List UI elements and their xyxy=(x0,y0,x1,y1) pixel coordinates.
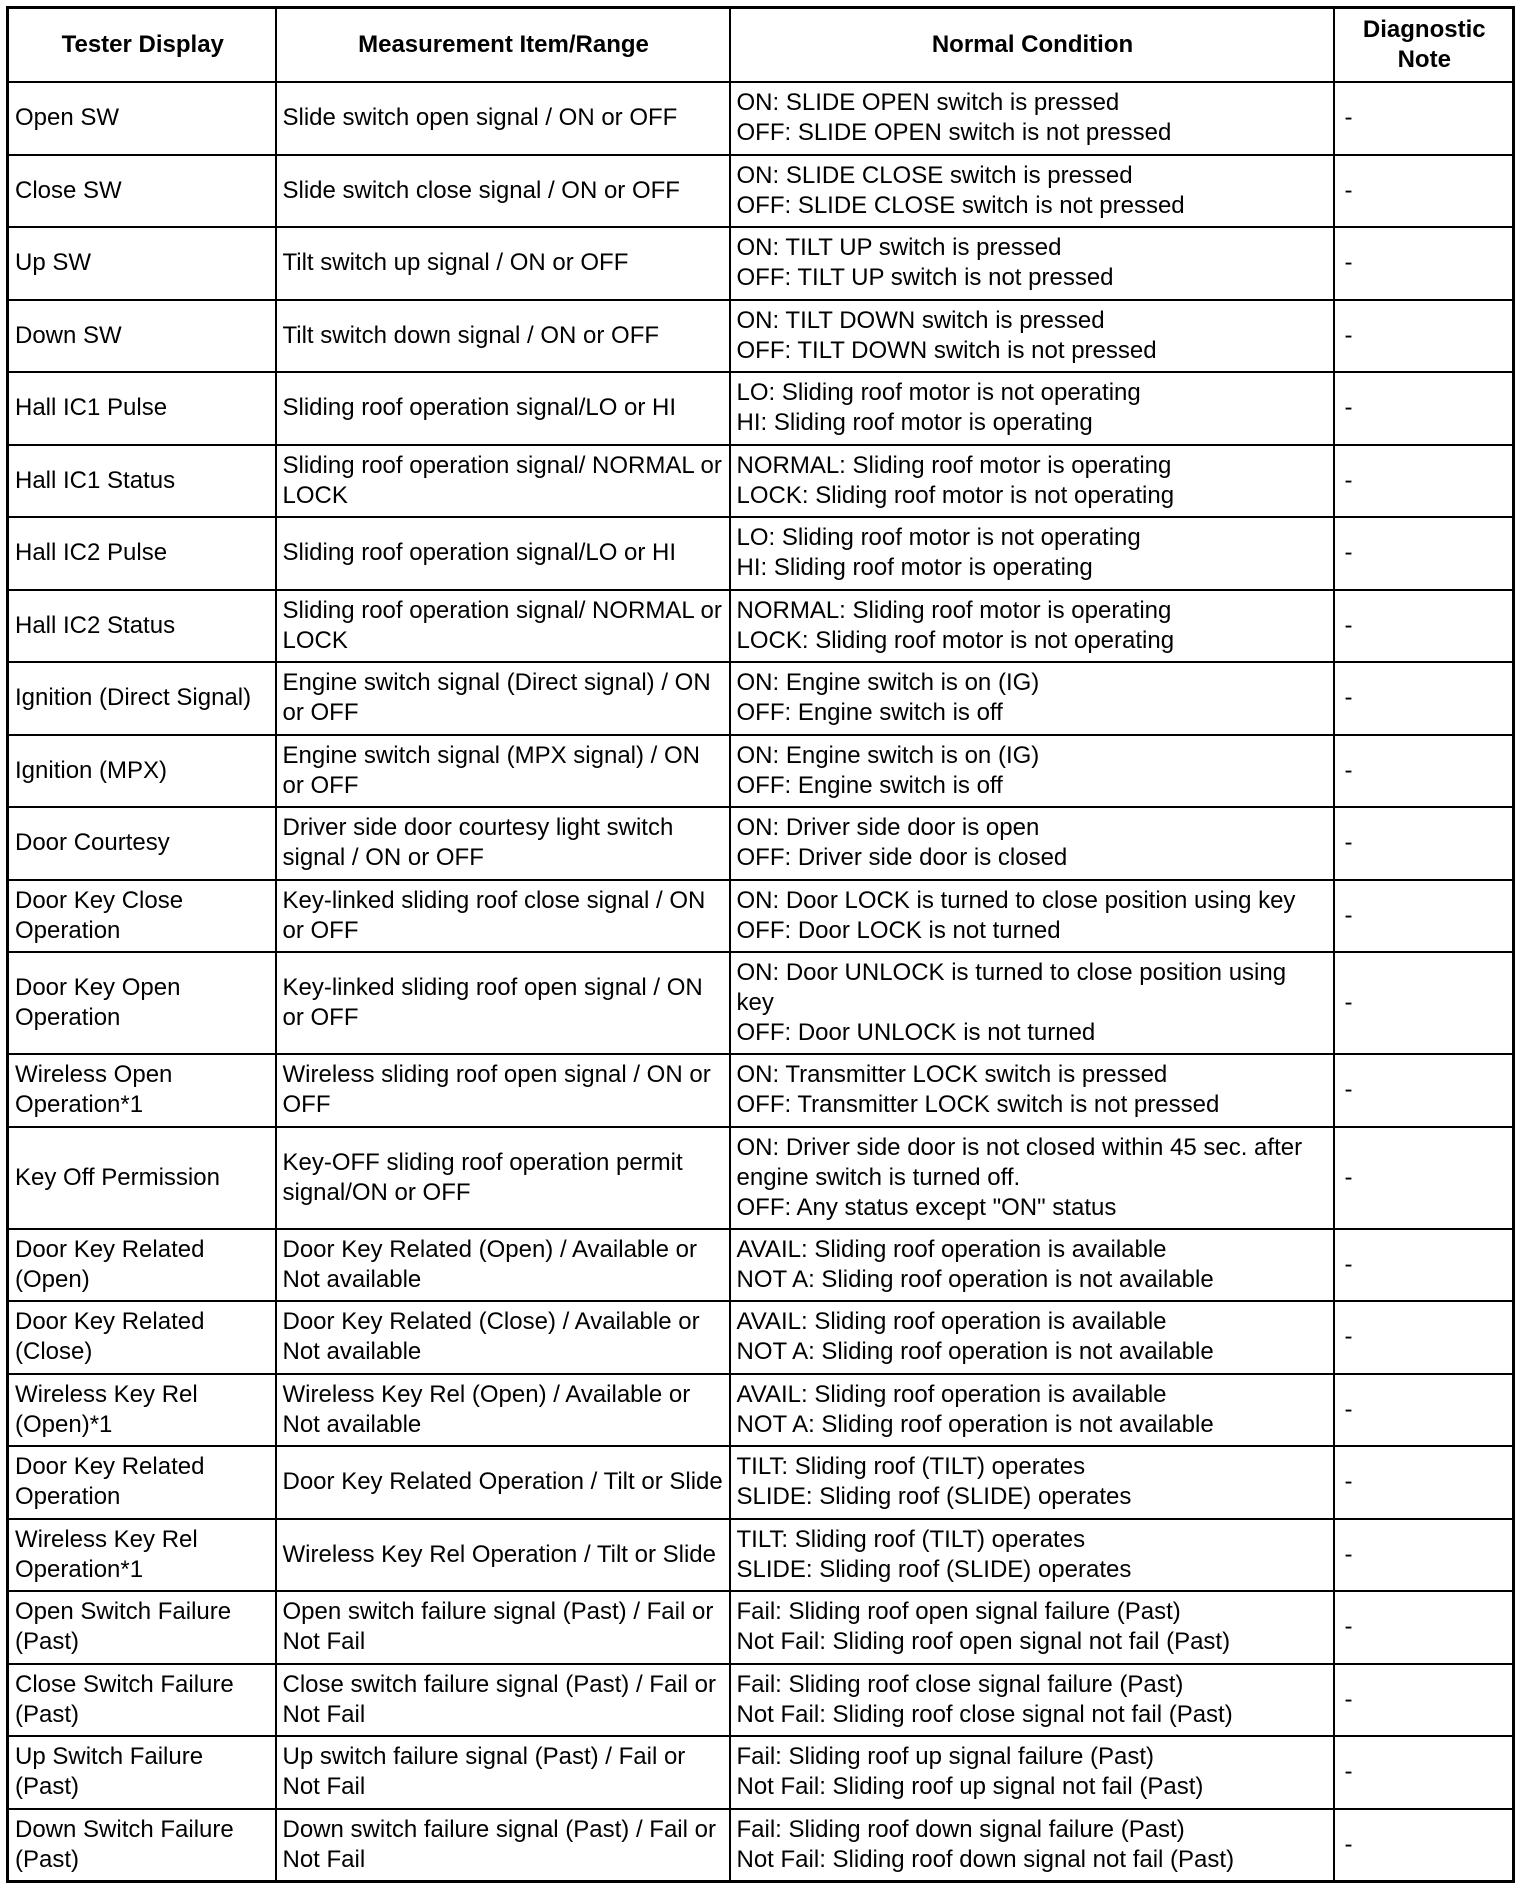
tester-display-cell: Up SW xyxy=(8,227,276,300)
table-row xyxy=(8,1519,1514,1592)
normal-condition-cell: ON: TILT UP switch is pressed OFF: TILT UP switch is not pressed xyxy=(730,227,1334,300)
normal-condition-cell: Fail: Sliding roof open signal failure (Past) Not Fail: Sliding roof open signal not fail (Past) xyxy=(730,1591,1334,1664)
tester-display-cell: Up Switch Failure (Past) xyxy=(8,1736,276,1809)
measurement-item-cell: Driver side door courtesy light switch signal / ON or OFF xyxy=(276,807,730,880)
normal-condition-cell: ON: Door LOCK is turned to close position using key OFF: Door LOCK is not turned xyxy=(730,880,1334,953)
diagnostic-note-cell: - xyxy=(1334,1519,1514,1592)
tester-display-cell: Door Courtesy xyxy=(8,807,276,880)
tester-display-cell: Wireless Key Rel (Open)*1 xyxy=(8,1374,276,1447)
normal-condition-cell: Fail: Sliding roof down signal failure (Past) Not Fail: Sliding roof down signal not fail (Past) xyxy=(730,1809,1334,1882)
tester-display-cell: Hall IC1 Status xyxy=(8,445,276,518)
measurement-item-cell: Open switch failure signal (Past) / Fail or Not Fail xyxy=(276,1591,730,1664)
tester-display-cell: Door Key Related (Close) xyxy=(8,1301,276,1374)
diagnostic-note-cell: - xyxy=(1334,1591,1514,1664)
table-row xyxy=(8,517,1514,590)
table-row xyxy=(8,372,1514,445)
measurement-item-cell: Slide switch close signal / ON or OFF xyxy=(276,155,730,228)
normal-condition-cell: ON: Door UNLOCK is turned to close position using key OFF: Door UNLOCK is not turned xyxy=(730,952,1334,1054)
tester-display-cell: Hall IC1 Pulse xyxy=(8,372,276,445)
measurement-item-cell: Close switch failure signal (Past) / Fail or Not Fail xyxy=(276,1664,730,1737)
table-row xyxy=(8,1127,1514,1229)
measurement-item-cell: Sliding roof operation signal/LO or HI xyxy=(276,517,730,590)
diagnostic-note-cell: - xyxy=(1334,227,1514,300)
diagnostic-note-cell: - xyxy=(1334,1301,1514,1374)
table-row xyxy=(8,1591,1514,1664)
diagnostic-note-cell: - xyxy=(1334,1374,1514,1447)
table-row xyxy=(8,227,1514,300)
normal-condition-cell: TILT: Sliding roof (TILT) operates SLIDE: Sliding roof (SLIDE) operates xyxy=(730,1519,1334,1592)
tester-display-cell: Close Switch Failure (Past) xyxy=(8,1664,276,1737)
measurement-item-cell: Tilt switch down signal / ON or OFF xyxy=(276,300,730,373)
normal-condition-cell: ON: SLIDE CLOSE switch is pressed OFF: SLIDE CLOSE switch is not pressed xyxy=(730,155,1334,228)
measurement-item-cell: Key-linked sliding roof close signal / ON or OFF xyxy=(276,880,730,953)
measurement-item-cell: Down switch failure signal (Past) / Fail or Not Fail xyxy=(276,1809,730,1882)
table-row xyxy=(8,445,1514,518)
tester-display-cell: Ignition (Direct Signal) xyxy=(8,662,276,735)
table-row xyxy=(8,300,1514,373)
header-row xyxy=(8,8,1514,83)
diagnostic-note-cell: - xyxy=(1334,517,1514,590)
measurement-item-cell: Engine switch signal (Direct signal) / ON or OFF xyxy=(276,662,730,735)
diagnostic-note-cell: - xyxy=(1334,82,1514,155)
measurement-item-cell: Door Key Related (Open) / Available or Not available xyxy=(276,1229,730,1302)
measurement-item-cell: Tilt switch up signal / ON or OFF xyxy=(276,227,730,300)
table-row xyxy=(8,1301,1514,1374)
diagnostic-note-cell: - xyxy=(1334,662,1514,735)
normal-condition-cell: AVAIL: Sliding roof operation is available NOT A: Sliding roof operation is not available xyxy=(730,1301,1334,1374)
measurement-item-cell: Key-linked sliding roof open signal / ON or OFF xyxy=(276,952,730,1054)
diagnostic-note-cell: - xyxy=(1334,155,1514,228)
diagnostic-note-cell: - xyxy=(1334,1127,1514,1229)
tester-display-cell: Ignition (MPX) xyxy=(8,735,276,808)
tester-display-cell: Key Off Permission xyxy=(8,1127,276,1229)
header-normal-condition: Normal Condition xyxy=(730,8,1334,83)
table-row xyxy=(8,807,1514,880)
tester-display-cell: Open Switch Failure (Past) xyxy=(8,1591,276,1664)
diagnostic-note-cell: - xyxy=(1334,1809,1514,1882)
tester-display-cell: Open SW xyxy=(8,82,276,155)
measurement-item-cell: Door Key Related Operation / Tilt or Slide xyxy=(276,1446,730,1519)
table-row xyxy=(8,1054,1514,1127)
diagnostic-note-cell: - xyxy=(1334,807,1514,880)
diagnostic-note-cell: - xyxy=(1334,1664,1514,1737)
normal-condition-cell: NORMAL: Sliding roof motor is operating LOCK: Sliding roof motor is not operating xyxy=(730,445,1334,518)
diagnostic-note-cell: - xyxy=(1334,1229,1514,1302)
tester-display-cell: Hall IC2 Pulse xyxy=(8,517,276,590)
tester-display-cell: Down Switch Failure (Past) xyxy=(8,1809,276,1882)
diagnostic-note-cell: - xyxy=(1334,880,1514,953)
table-row xyxy=(8,1809,1514,1882)
table-row xyxy=(8,1736,1514,1809)
diagnostic-note-cell: - xyxy=(1334,590,1514,663)
diagnostic-data-table xyxy=(6,6,1515,1883)
measurement-item-cell: Up switch failure signal (Past) / Fail or Not Fail xyxy=(276,1736,730,1809)
normal-condition-cell: ON: TILT DOWN switch is pressed OFF: TILT DOWN switch is not pressed xyxy=(730,300,1334,373)
normal-condition-cell: LO: Sliding roof motor is not operating HI: Sliding roof motor is operating xyxy=(730,372,1334,445)
tester-display-cell: Door Key Related (Open) xyxy=(8,1229,276,1302)
table-row xyxy=(8,735,1514,808)
tester-display-cell: Door Key Open Operation xyxy=(8,952,276,1054)
diagnostic-note-cell: - xyxy=(1334,300,1514,373)
table-row xyxy=(8,1229,1514,1302)
tester-display-cell: Door Key Related Operation xyxy=(8,1446,276,1519)
table-row xyxy=(8,82,1514,155)
normal-condition-cell: NORMAL: Sliding roof motor is operating LOCK: Sliding roof motor is not operating xyxy=(730,590,1334,663)
measurement-item-cell: Sliding roof operation signal/ NORMAL or LOCK xyxy=(276,445,730,518)
measurement-item-cell: Slide switch open signal / ON or OFF xyxy=(276,82,730,155)
normal-condition-cell: ON: Engine switch is on (IG) OFF: Engine switch is off xyxy=(730,662,1334,735)
diagnostic-note-cell: - xyxy=(1334,1446,1514,1519)
diagnostic-note-cell: - xyxy=(1334,735,1514,808)
diagnostic-note-cell: - xyxy=(1334,952,1514,1054)
normal-condition-cell: Fail: Sliding roof close signal failure (Past) Not Fail: Sliding roof close signal not fail (Past) xyxy=(730,1664,1334,1737)
measurement-item-cell: Sliding roof operation signal/LO or HI xyxy=(276,372,730,445)
measurement-item-cell: Sliding roof operation signal/ NORMAL or LOCK xyxy=(276,590,730,663)
table-row xyxy=(8,155,1514,228)
diagnostic-note-cell: - xyxy=(1334,372,1514,445)
normal-condition-cell: TILT: Sliding roof (TILT) operates SLIDE: Sliding roof (SLIDE) operates xyxy=(730,1446,1334,1519)
measurement-item-cell: Wireless Key Rel Operation / Tilt or Slide xyxy=(276,1519,730,1592)
header-measurement-item: Measurement Item/Range xyxy=(276,8,730,83)
tester-display-cell: Door Key Close Operation xyxy=(8,880,276,953)
tester-display-cell: Close SW xyxy=(8,155,276,228)
measurement-item-cell: Engine switch signal (MPX signal) / ON or OFF xyxy=(276,735,730,808)
table-row xyxy=(8,590,1514,663)
normal-condition-cell: ON: Driver side door is not closed within 45 sec. after engine switch is turned off. OFF: Any status except "ON" status xyxy=(730,1127,1334,1229)
measurement-item-cell: Wireless sliding roof open signal / ON or OFF xyxy=(276,1054,730,1127)
table-row xyxy=(8,1446,1514,1519)
tester-display-cell: Down SW xyxy=(8,300,276,373)
header-tester-display: Tester Display xyxy=(8,8,276,83)
table-row xyxy=(8,1664,1514,1737)
normal-condition-cell: LO: Sliding roof motor is not operating HI: Sliding roof motor is operating xyxy=(730,517,1334,590)
normal-condition-cell: ON: SLIDE OPEN switch is pressed OFF: SLIDE OPEN switch is not pressed xyxy=(730,82,1334,155)
header-diagnostic-note: Diagnostic Note xyxy=(1334,8,1514,83)
diagnostic-table-container xyxy=(6,6,1512,1883)
diagnostic-note-cell: - xyxy=(1334,1736,1514,1809)
table-row xyxy=(8,662,1514,735)
tester-display-cell: Wireless Open Operation*1 xyxy=(8,1054,276,1127)
table-row xyxy=(8,952,1514,1054)
normal-condition-cell: ON: Engine switch is on (IG) OFF: Engine switch is off xyxy=(730,735,1334,808)
normal-condition-cell: ON: Transmitter LOCK switch is pressed OFF: Transmitter LOCK switch is not pressed xyxy=(730,1054,1334,1127)
measurement-item-cell: Key-OFF sliding roof operation permit signal/ON or OFF xyxy=(276,1127,730,1229)
table-body xyxy=(8,82,1514,1881)
tester-display-cell: Wireless Key Rel Operation*1 xyxy=(8,1519,276,1592)
table-header xyxy=(8,8,1514,83)
table-row xyxy=(8,880,1514,953)
normal-condition-cell: AVAIL: Sliding roof operation is available NOT A: Sliding roof operation is not available xyxy=(730,1374,1334,1447)
measurement-item-cell: Door Key Related (Close) / Available or Not available xyxy=(276,1301,730,1374)
diagnostic-note-cell: - xyxy=(1334,1054,1514,1127)
normal-condition-cell: ON: Driver side door is open OFF: Driver side door is closed xyxy=(730,807,1334,880)
diagnostic-note-cell: - xyxy=(1334,445,1514,518)
measurement-item-cell: Wireless Key Rel (Open) / Available or Not available xyxy=(276,1374,730,1447)
tester-display-cell: Hall IC2 Status xyxy=(8,590,276,663)
normal-condition-cell: Fail: Sliding roof up signal failure (Past) Not Fail: Sliding roof up signal not fail (Past) xyxy=(730,1736,1334,1809)
normal-condition-cell: AVAIL: Sliding roof operation is available NOT A: Sliding roof operation is not available xyxy=(730,1229,1334,1302)
table-row xyxy=(8,1374,1514,1447)
